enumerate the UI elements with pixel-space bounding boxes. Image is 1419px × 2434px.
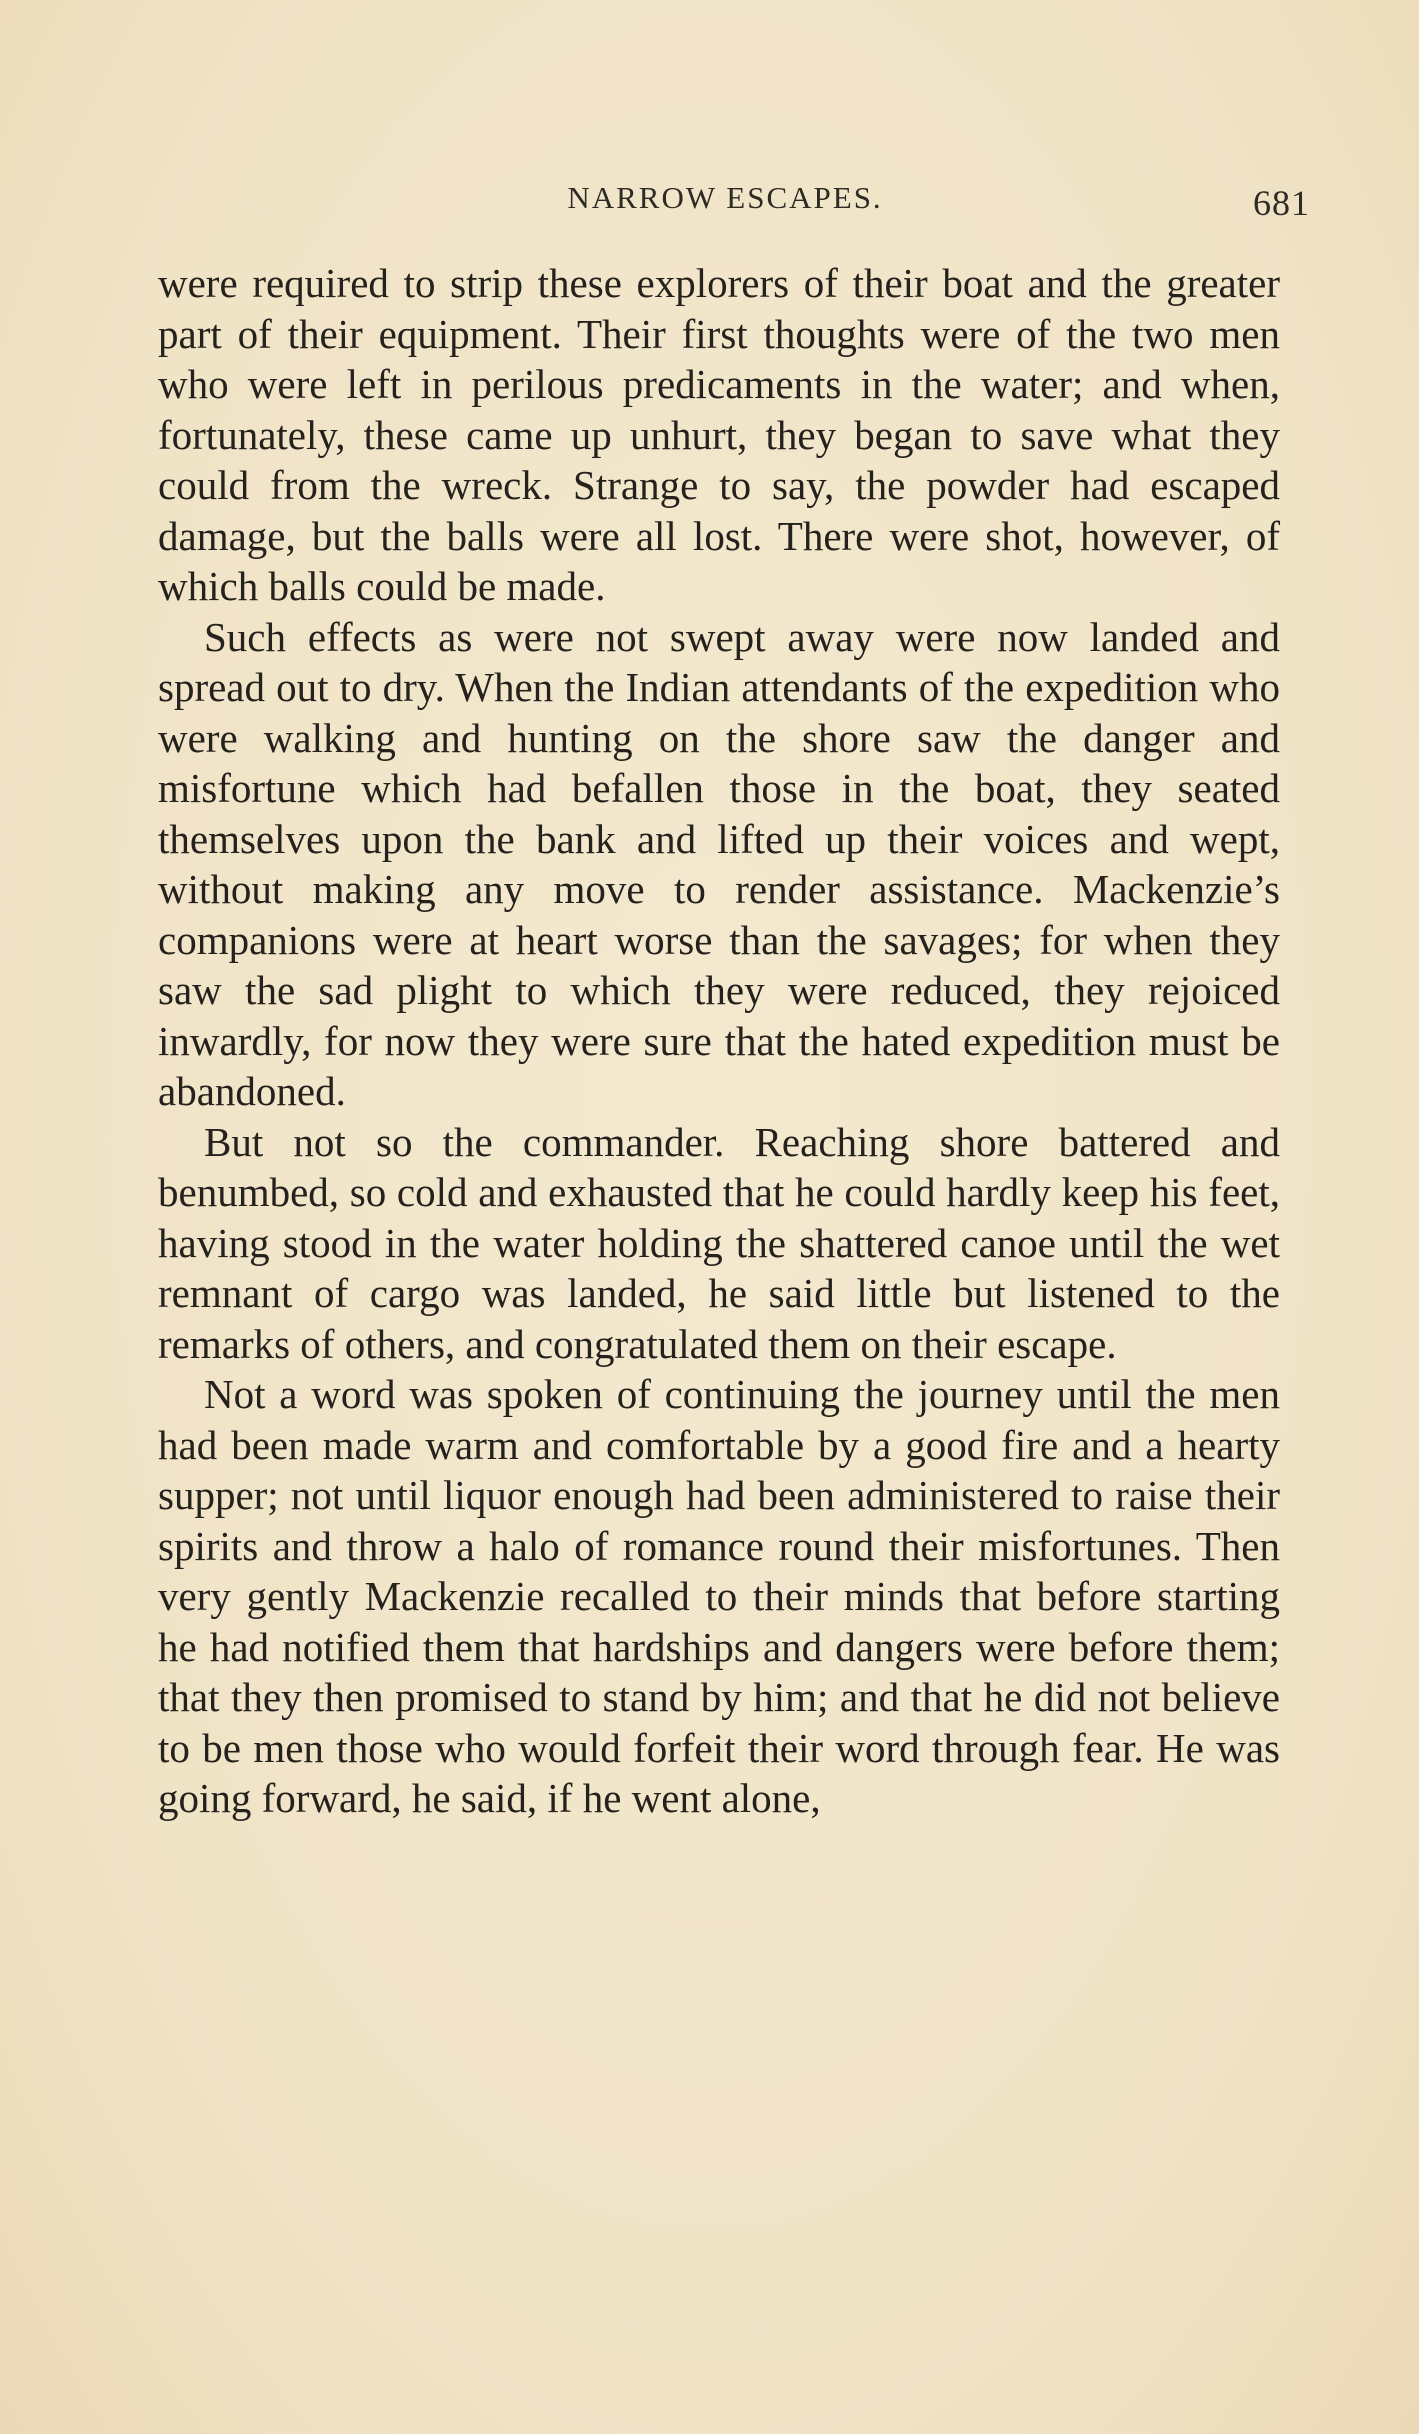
body-text	[158, 258, 1280, 1824]
paragraph-3: But not so the commander. Reaching shore battered and benumbed, so cold and exhausted that he could hardly keep his feet, having stood in the water holding the shattered canoe until the wet remnant of cargo was landed, he said little but listened to the remarks of others, and congratulated them on their escape.	[158, 1118, 1280, 1367]
paragraph-1: were required to strip these explorers of their boat and the greater part of their equipment. Their first thoughts were of the two men who were left in perilous predicaments in the water; and when, fortunately, these came up unhurt, they began to save what they could from the wreck. Strange to say, the powder had escaped damage, but the balls were all lost. There were shot, however, of which balls could be made.	[158, 260, 1280, 609]
running-head	[140, 172, 1310, 222]
paragraph-2: Such effects as were not swept away were now landed and spread out to dry. When the Indian attendants of the expedition who were walking and hunting on the shore saw the danger and misfortune which had befallen those in the boat, they seated themselves upon the bank and lifted up their voices and wept, without making any move to render assistance. Mackenzie’s companions were at heart worse than the savages; for when they saw the sad plight to which they were reduced, they rejoiced inwardly, for now they were sure that the hated expedition must be abandoned.	[158, 613, 1280, 1114]
paragraph-4: Not a word was spoken of continuing the journey until the men had been made warm and comfortable by a good fire and a hearty supper; not until liquor enough had been administered to raise their spirits and throw a halo of romance round their misfortunes. Then very gently Mackenzie recalled to their minds that before starting he had notified them that hardships and dangers were before them; that they then promised to stand by him; and that he did not believe to be men those who would forfeit their word through fear. He was going forward, he said, if he went alone,	[158, 1371, 1280, 1821]
page-number: 681	[1253, 183, 1310, 223]
running-title: NARROW ESCAPES.	[567, 180, 883, 215]
